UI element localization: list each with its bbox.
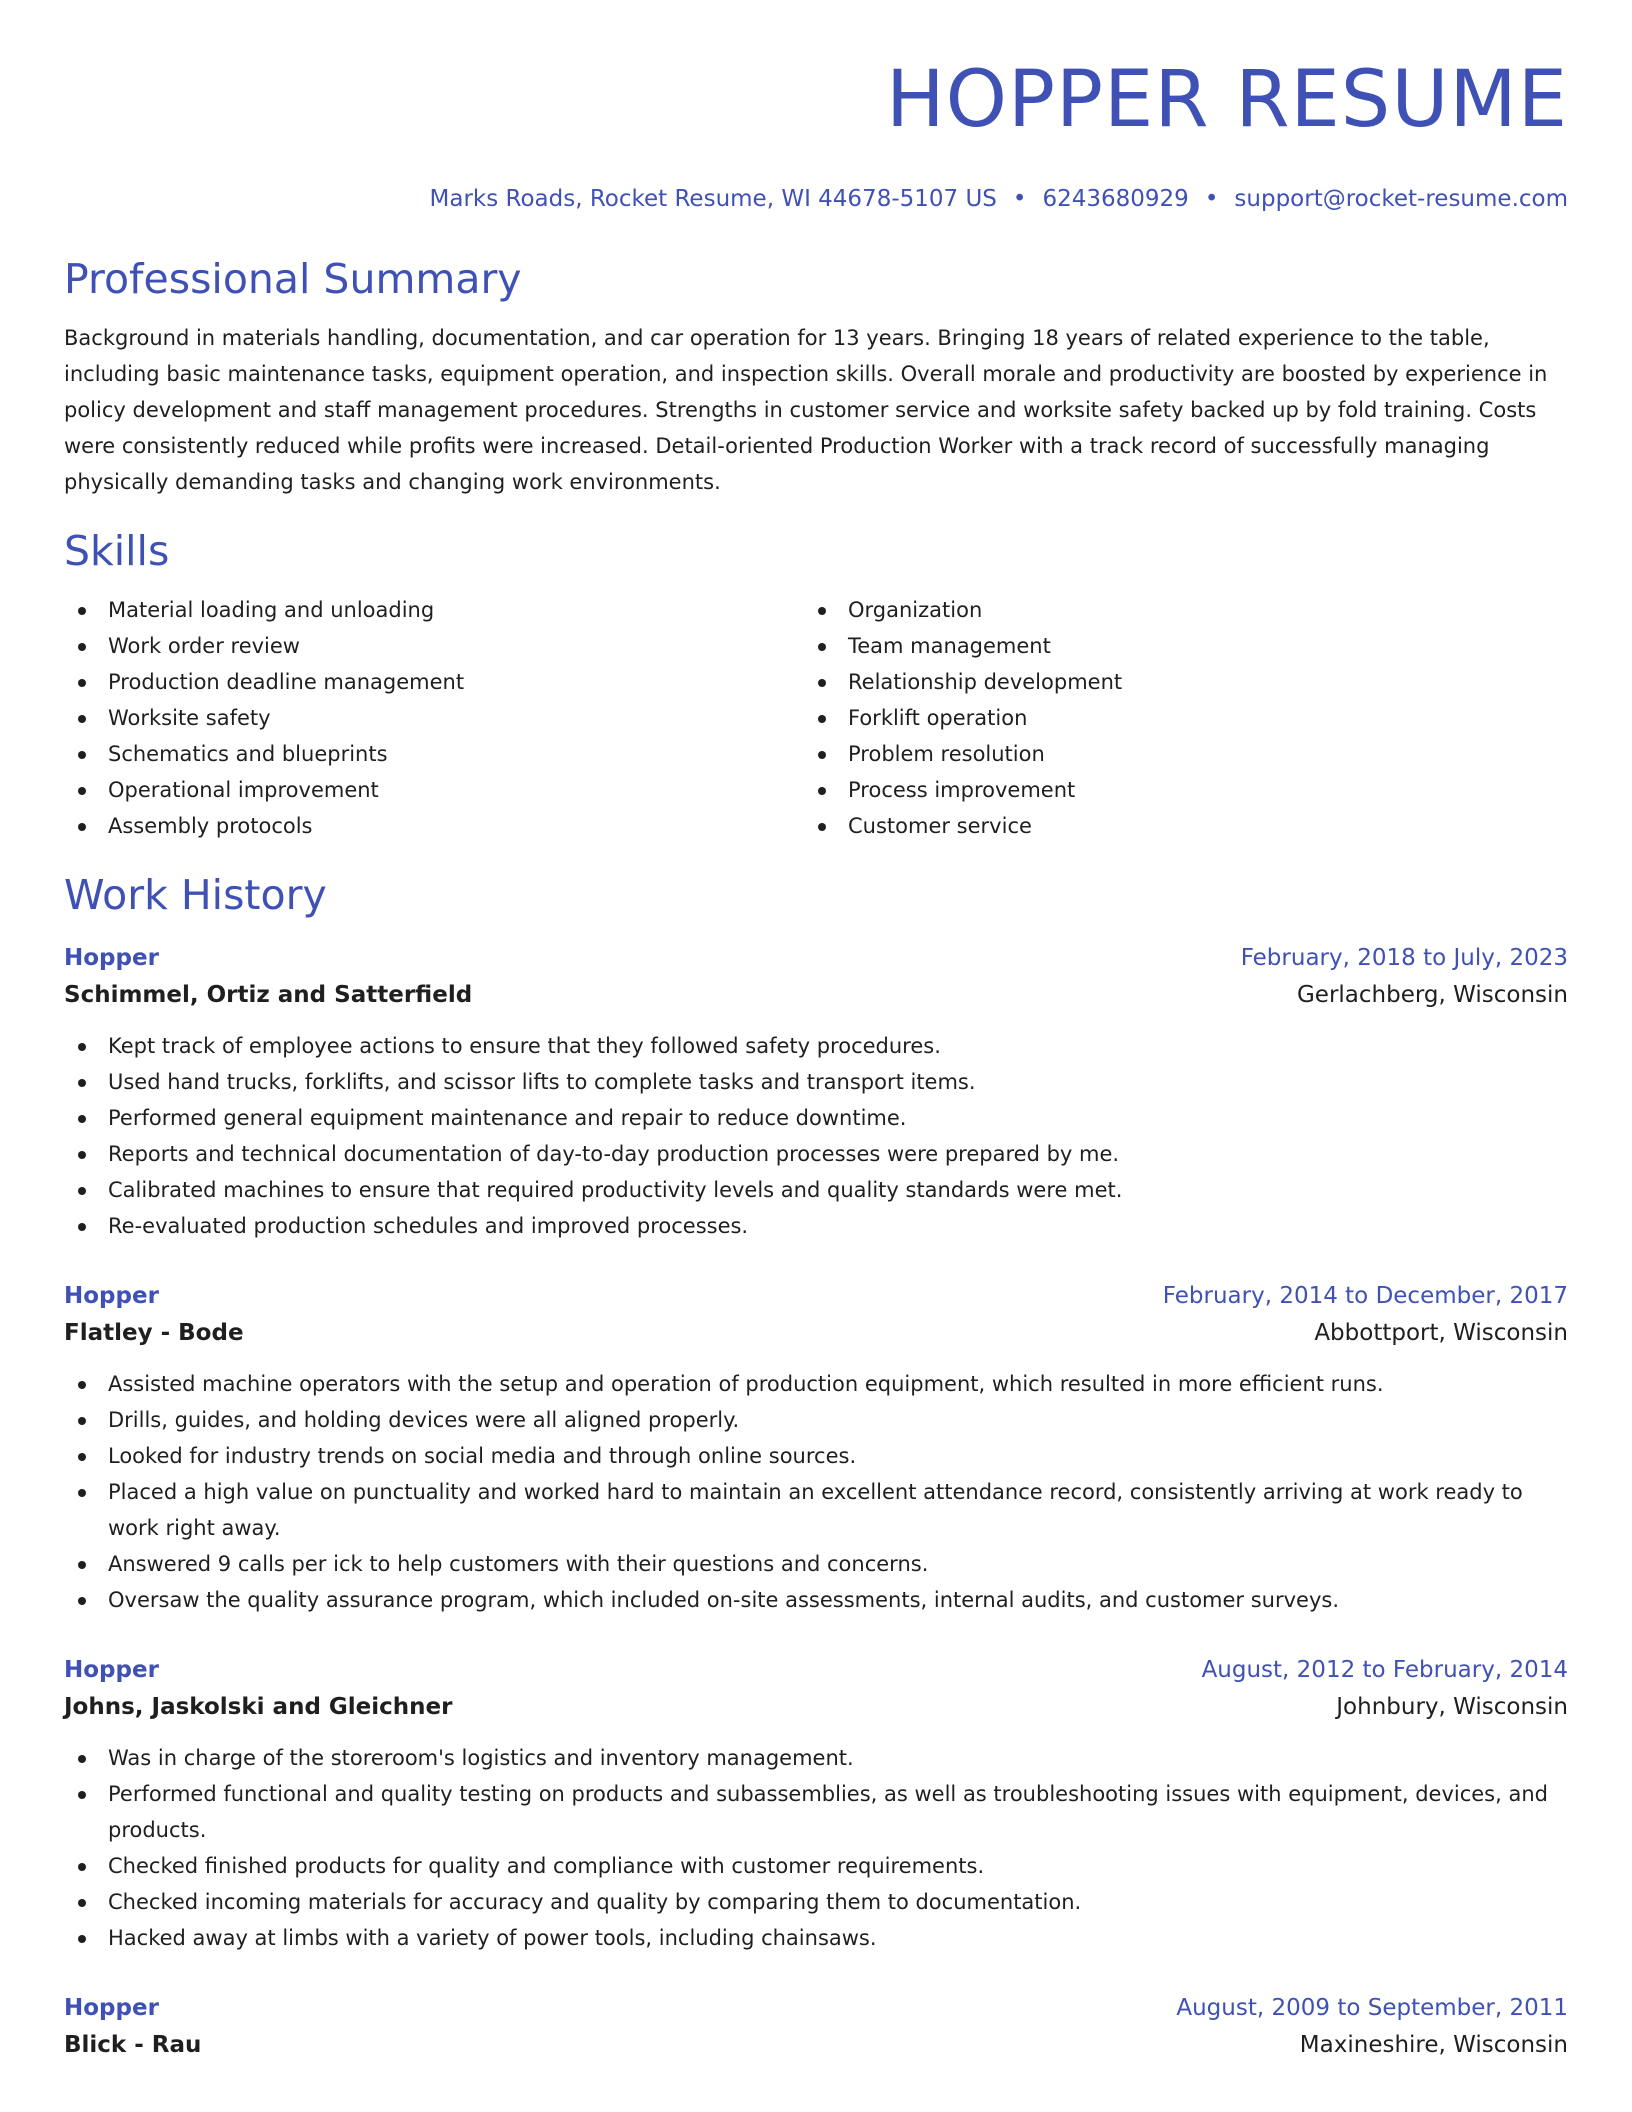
job-duties [64, 1740, 1568, 1956]
job-company: Flatley - Bode [64, 1320, 244, 1346]
job-duty: Checked incoming materials for accuracy and quality by comparing them to documentation. [64, 1884, 1568, 1920]
job-dates: August, 2012 to February, 2014 [1201, 1657, 1568, 1683]
job-duty: Was in charge of the storeroom's logistics and inventory management. [64, 1740, 1568, 1776]
contact-address: Marks Roads, Rocket Resume, WI 44678-5107 US [429, 186, 997, 212]
job-duty: Performed general equipment maintenance and repair to reduce downtime. [64, 1100, 1568, 1136]
job-title: Hopper [64, 1657, 159, 1683]
job-duty: Looked for industry trends on social media and through online sources. [64, 1438, 1568, 1474]
job-duty: Reports and technical documentation of day-to-day production processes were prepared by me. [64, 1136, 1568, 1172]
summary-text: Background in materials handling, documentation, and car operation for 13 years. Bringing 18 years of related experience to the table, including basic maintenance tasks, equipment operation, and inspection skills. Overall morale and productivity are boosted by experience in policy development and staff management procedures. Strengths in customer service and worksite safety backed up by fold training. Costs were consistently reduced while profits were increased. Detail-oriented Production Worker with a track record of successfully managing physically demanding tasks and changing work environments. [64, 326, 1548, 494]
skills-column-right [804, 592, 1544, 844]
work-history-heading: Work History [64, 871, 327, 919]
resume-header [64, 52, 1568, 214]
job-location: Maxineshire, Wisconsin [1299, 2032, 1568, 2058]
job-entry [64, 1990, 1568, 2064]
job-duty: Checked finished products for quality and compliance with customer requirements. [64, 1848, 1568, 1884]
job-duty: Kept track of employee actions to ensure that they followed safety procedures. [64, 1028, 1568, 1064]
skill-item: Production deadline management [64, 664, 804, 700]
job-duty: Used hand trucks, forklifts, and scissor lifts to complete tasks and transport items. [64, 1064, 1568, 1100]
contact-separator: • [1204, 186, 1219, 212]
job-entry [64, 940, 1568, 1244]
skill-item: Assembly protocols [64, 808, 804, 844]
skill-item: Operational improvement [64, 772, 804, 808]
contact-email: support@rocket-resume.com [1234, 186, 1568, 212]
job-duty: Performed functional and quality testing on products and subassemblies, as well as troubleshooting issues with equipment, devices, and products. [64, 1776, 1568, 1848]
job-title: Hopper [64, 945, 159, 971]
job-duty: Oversaw the quality assurance program, which included on-site assessments, internal audits, and customer surveys. [64, 1582, 1568, 1618]
skills-list [64, 592, 1568, 844]
resume-name: HOPPER RESUME [885, 55, 1568, 145]
job-company: Schimmel, Ortiz and Satterfield [64, 982, 473, 1008]
job-duty: Assisted machine operators with the setup and operation of production equipment, which resulted in more efficient runs. [64, 1366, 1568, 1402]
job-dates: August, 2009 to September, 2011 [1176, 1995, 1568, 2021]
job-duty: Hacked away at limbs with a variety of power tools, including chainsaws. [64, 1920, 1568, 1956]
job-duty: Answered 9 calls per ick to help customers with their questions and concerns. [64, 1546, 1568, 1582]
job-duties [64, 1028, 1568, 1244]
skill-item: Team management [804, 628, 1544, 664]
job-dates: February, 2014 to December, 2017 [1162, 1283, 1568, 1309]
skill-item: Organization [804, 592, 1544, 628]
skill-item: Material loading and unloading [64, 592, 804, 628]
job-duty: Placed a high value on punctuality and worked hard to maintain an excellent attendance record, consistently arriving at work ready to work right away. [64, 1474, 1568, 1546]
skill-item: Work order review [64, 628, 804, 664]
job-company: Johns, Jaskolski and Gleichner [64, 1694, 453, 1720]
job-company: Blick - Rau [64, 2032, 202, 2058]
job-duty: Re-evaluated production schedules and improved processes. [64, 1208, 1568, 1244]
job-entry [64, 1652, 1568, 1956]
skill-item: Forklift operation [804, 700, 1544, 736]
skills-heading: Skills [64, 527, 170, 575]
job-location: Abbottport, Wisconsin [1314, 1320, 1568, 1346]
job-duty: Drills, guides, and holding devices were all aligned properly. [64, 1402, 1568, 1438]
skill-item: Schematics and blueprints [64, 736, 804, 772]
job-duty: Calibrated machines to ensure that required productivity levels and quality standards were met. [64, 1172, 1568, 1208]
job-location: Johnbury, Wisconsin [1336, 1694, 1568, 1720]
contact-line [64, 184, 1568, 214]
job-title: Hopper [64, 1283, 159, 1309]
summary-heading: Professional Summary [64, 255, 522, 303]
skill-item: Process improvement [804, 772, 1544, 808]
contact-phone: 6243680929 [1042, 186, 1189, 212]
job-location: Gerlachberg, Wisconsin [1296, 982, 1568, 1008]
skill-item: Problem resolution [804, 736, 1544, 772]
job-dates: February, 2018 to July, 2023 [1240, 945, 1568, 971]
skills-column-left [64, 592, 804, 844]
job-duties [64, 1366, 1568, 1618]
skill-item: Customer service [804, 808, 1544, 844]
skill-item: Relationship development [804, 664, 1544, 700]
job-title: Hopper [64, 1995, 159, 2021]
contact-separator: • [1012, 186, 1027, 212]
skill-item: Worksite safety [64, 700, 804, 736]
job-entry [64, 1278, 1568, 1618]
